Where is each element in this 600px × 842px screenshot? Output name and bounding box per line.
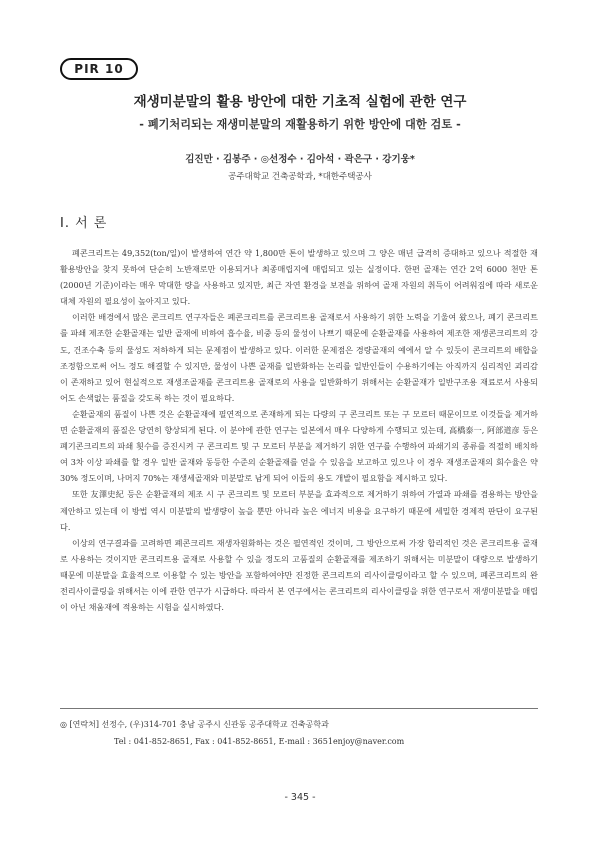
paragraph: 또한 友澤史紀 등은 순환골재의 제조 시 구 콘크리트 및 모르터 부분을 효과적으로 제거하기 위하여 가열과 파쇄를 겸용하는 방안을 제안하고 있는데 이 방법 역시 미분말의 발생량이 높을 뿐만 아니라 높은 에너지 비용을 요구하기 때문에 세밀한 경제적 판단이 요구된다. — [60, 489, 538, 532]
footnote-contact-line: ◎ [연락처] 선정수, (우)314-701 충남 공주시 신관동 공주대학교 건축공학과 — [60, 720, 329, 729]
paragraph: 순환골재의 품질이 나쁜 것은 순환골재에 필연적으로 존재하게 되는 다량의 구 콘크리트 또는 구 모르터 때문이므로 이것들을 제거하면 순환골재의 품질은 당연히 향상되게 된다. 이 분야에 관한 연구는 일본에서 매우 다양하게 수행되고 있는데, 高橋泰一, 阿部道彦 등은 폐기콘크리트의 파쇄 횟수를 증진시켜 구 콘크리트 및 구 모르터 부분을 제거하기 위한 연구를 수행하여 파쇄기의 종류를 적절히 배치하여 3차 이상 파쇄를 할 경우 일반 골재와 동등한 수준의 순환골재를 얻을 수 있음을 보고하고 있으나 이 경우 재생조골재의 회수율은 약 30% 정도이며, 나머지 70%는 재생세골재와 미분말로 남게 되어 이들의 용도 개발이 필요함을 제시하고 있다. — [60, 408, 538, 484]
paper-code-badge: PIR 10 — [60, 58, 138, 80]
paragraph: 이러한 배경에서 많은 콘크리트 연구자들은 폐콘크리트를 콘크리트용 골재로서 사용하기 위한 노력을 기울여 왔으나, 폐기 콘크리트를 파쇄 제조한 순환골재는 일반 골재에 비하여 흡수율, 비중 등의 물성이 나쁘기 때문에 순환골재를 사용하여 제조한 재생콘크리트의 강도, 건조수축 등의 물성도 저하하게 되는 문제점이 발생하고 있다. 이러한 문제점은 경량골재의 예에서 알 수 있듯이 콘크리트의 배합을 조정함으로써 어느 정도 해결할 수 있지만, 물성이 나쁜 골재를 일반화하는 논리를 일반인들이 수용하기에는 아직까지 심리적인 괴리감이 존재하고 있어 현실적으로 재생조골재를 콘크리트용 골재로의 사용을 일반화하기 위해서는 순환골재가 일반구조용 재료로서 사용되어도 손색없는 품질을 갖도록 하는 것이 필요하다. — [60, 312, 538, 403]
affiliation: 공주대학교 건축공학과, *대한주택공사 — [228, 172, 372, 182]
author-list: 김진만 · 김봉주 · ◎선정수 · 김아석 · 곽은구 · 강기웅* — [185, 154, 415, 165]
page-number: - 345 - — [284, 792, 316, 803]
paragraph: 폐콘크리트는 49,352(ton/일)이 발생하여 연간 약 1,800만 톤이 발생하고 있으며 그 양은 매년 급격히 증대하고 있으나 적절한 재활용방안을 찾지 못하여 단순히 노반재로만 이용되거나 최종매립지에 매립되고 있는 실정이다. 한편 골재는 연간 2억 6000 천만 톤(2000년 기준)이라는 매우 막대한 량을 사용하고 있지만, 최근 자연 환경을 보전을 위하여 골재 자원의 취득이 어려워짐에 따라 새로운 대체 자원의 필요성이 높아지고 있다. — [60, 248, 538, 307]
paper-title: 재생미분말의 활용 방안에 대한 기초적 실험에 관한 연구 — [133, 94, 467, 110]
section-heading: Ⅰ. 서 론 — [60, 216, 108, 231]
footnote-phone-email-line: Tel : 041-852-8651, Fax : 041-852-8651, E-mail : 3651enjoy@naver.com — [114, 737, 405, 746]
paragraph: 이상의 연구결과를 고려하면 폐콘크리트 재생자원화하는 것은 필연적인 것이며, 그 방안으로써 가장 합리적인 것은 콘크리트용 골재로 사용하는 것이지만 콘크리트용 골재로 사용할 수 있을 정도의 고품질의 순환골재를 제조하기 위해서는 미분말이 대량으로 발생하기 때문에 미분말을 효율적으로 이용할 수 있는 방안을 포함하여야만 진정한 콘크리트의 리사이클링이라고 할 수 있으며, 폐콘크리트의 완전리사이클링을 위해서는 이에 관한 연구가 시급하다. 따라서 본 연구에서는 콘크리트의 리사이클링을 위한 연구로서 재생미분말을 매립이 아닌 채움재에 적용하는 시험을 실시하였다. — [60, 537, 538, 613]
paper-subtitle: - 폐기처리되는 재생미분말의 재활용하기 위한 방안에 대한 검토 - — [139, 118, 461, 131]
contact-footnote — [60, 716, 538, 750]
footnote-divider — [60, 708, 538, 709]
body-text — [60, 245, 538, 615]
